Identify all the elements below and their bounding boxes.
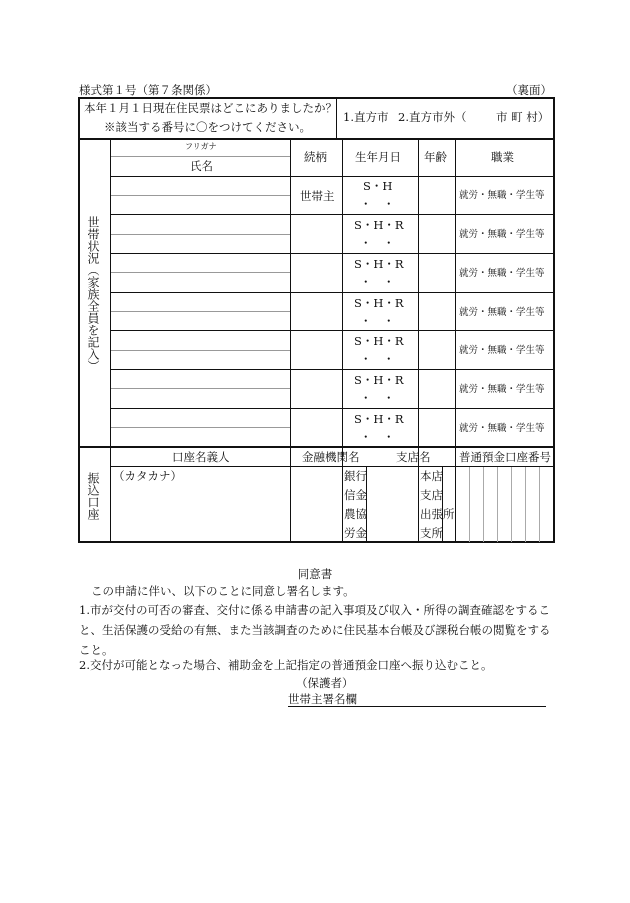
occupation-options[interactable]: 就労・無職・学生等 [459,190,545,201]
residence-question: 本年１月１日現在住民票はどこにありましたか？ [84,101,337,115]
page-side-label: （裏面） [506,83,552,97]
relation-header: 続柄 [304,150,327,164]
residence-option-2[interactable]: 2.直方市外（ [398,110,467,124]
household-section-label: 世帯状況（家族全員を記入） [86,216,100,372]
bank-type-ginko[interactable]: 銀行 [344,469,367,483]
occupation-options[interactable]: 就労・無職・学生等 [459,307,545,318]
birthdate-dots: ・ ・ [360,236,395,250]
branch-name-input[interactable] [367,467,417,542]
residence-option-1[interactable]: 1.直方市 [343,110,389,124]
consent-item-2: 2.交付が可能となった場合、補助金を上記指定の普通預金口座へ振り込むこと。 [79,658,493,672]
branch-type-shuchojo[interactable]: 出張所 [420,507,455,521]
occupation-options[interactable]: 就労・無職・学生等 [459,423,545,434]
branch-name-header: 支店名 [396,450,431,464]
branch-type-shiten[interactable]: 支店 [420,488,443,502]
signature-label: 世帯主署名欄 [288,692,357,706]
account-holder-note: （カタカナ） [113,469,182,483]
account-holder-input[interactable] [111,485,289,541]
era-options[interactable]: S・H [363,179,393,193]
occupation-options[interactable]: 就労・無職・学生等 [459,268,545,279]
era-options[interactable]: S・H・R [354,218,404,232]
era-options[interactable]: S・H・R [354,334,404,348]
birthdate-header: 生年月日 [355,150,401,164]
birthdate-dots: ・ ・ [360,197,395,211]
birthdate-dots: ・ ・ [360,391,395,405]
occupation-options[interactable]: 就労・無職・学生等 [459,384,545,395]
account-number-header: 普通預金口座番号 [459,450,551,464]
bank-name-header: 金融機関名 [302,450,360,464]
bank-name-input[interactable] [291,467,341,542]
era-options[interactable]: S・H・R [354,257,404,271]
residence-municipality-suffix: 市 町 村） [496,110,550,124]
furigana-header: フリガナ [185,142,217,151]
form-number: 様式第１号（第７条関係） [79,83,217,97]
era-options[interactable]: S・H・R [354,296,404,310]
bank-type-shinkin[interactable]: 信金 [344,488,367,502]
guardian-label: （保護者） [296,676,354,690]
bank-type-rokin[interactable]: 労金 [344,526,367,540]
branch-type-honten[interactable]: 本店 [420,469,443,483]
consent-intro: この申請に伴い、以下のことに同意し署名します。 [91,584,355,598]
account-holder-header: 口座名義人 [172,450,230,464]
age-header: 年齢 [424,150,447,164]
birthdate-dots: ・ ・ [360,275,395,289]
era-options[interactable]: S・H・R [354,373,404,387]
bank-type-nokyo[interactable]: 農協 [344,507,367,521]
branch-type-shisho[interactable]: 支所 [420,526,443,540]
occupation-header: 職業 [491,150,514,164]
signature-line[interactable] [288,706,546,707]
birthdate-dots: ・ ・ [360,430,395,444]
consent-item-1: 1.市が交付の可否の審査、交付に係る申請書の記入事項及び収入・所得の調査確認をすること、生活保護の受給の有無、また当該調査のために住民基本台帳及び課税台帳の閲覧をすること。 [79,603,551,657]
account-section-label: 振込口座 [86,472,100,520]
occupation-options[interactable]: 就労・無職・学生等 [459,345,545,356]
birthdate-dots: ・ ・ [360,352,395,366]
occupation-options[interactable]: 就労・無職・学生等 [459,229,545,240]
residence-instruction: ※該当する番号に〇をつけてください。 [104,120,311,134]
consent-title: 同意書 [297,567,333,581]
birthdate-dots: ・ ・ [360,314,395,328]
relation-cell: 世帯主 [300,189,335,203]
era-options[interactable]: S・H・R [354,412,404,426]
name-header: 氏名 [190,159,213,173]
